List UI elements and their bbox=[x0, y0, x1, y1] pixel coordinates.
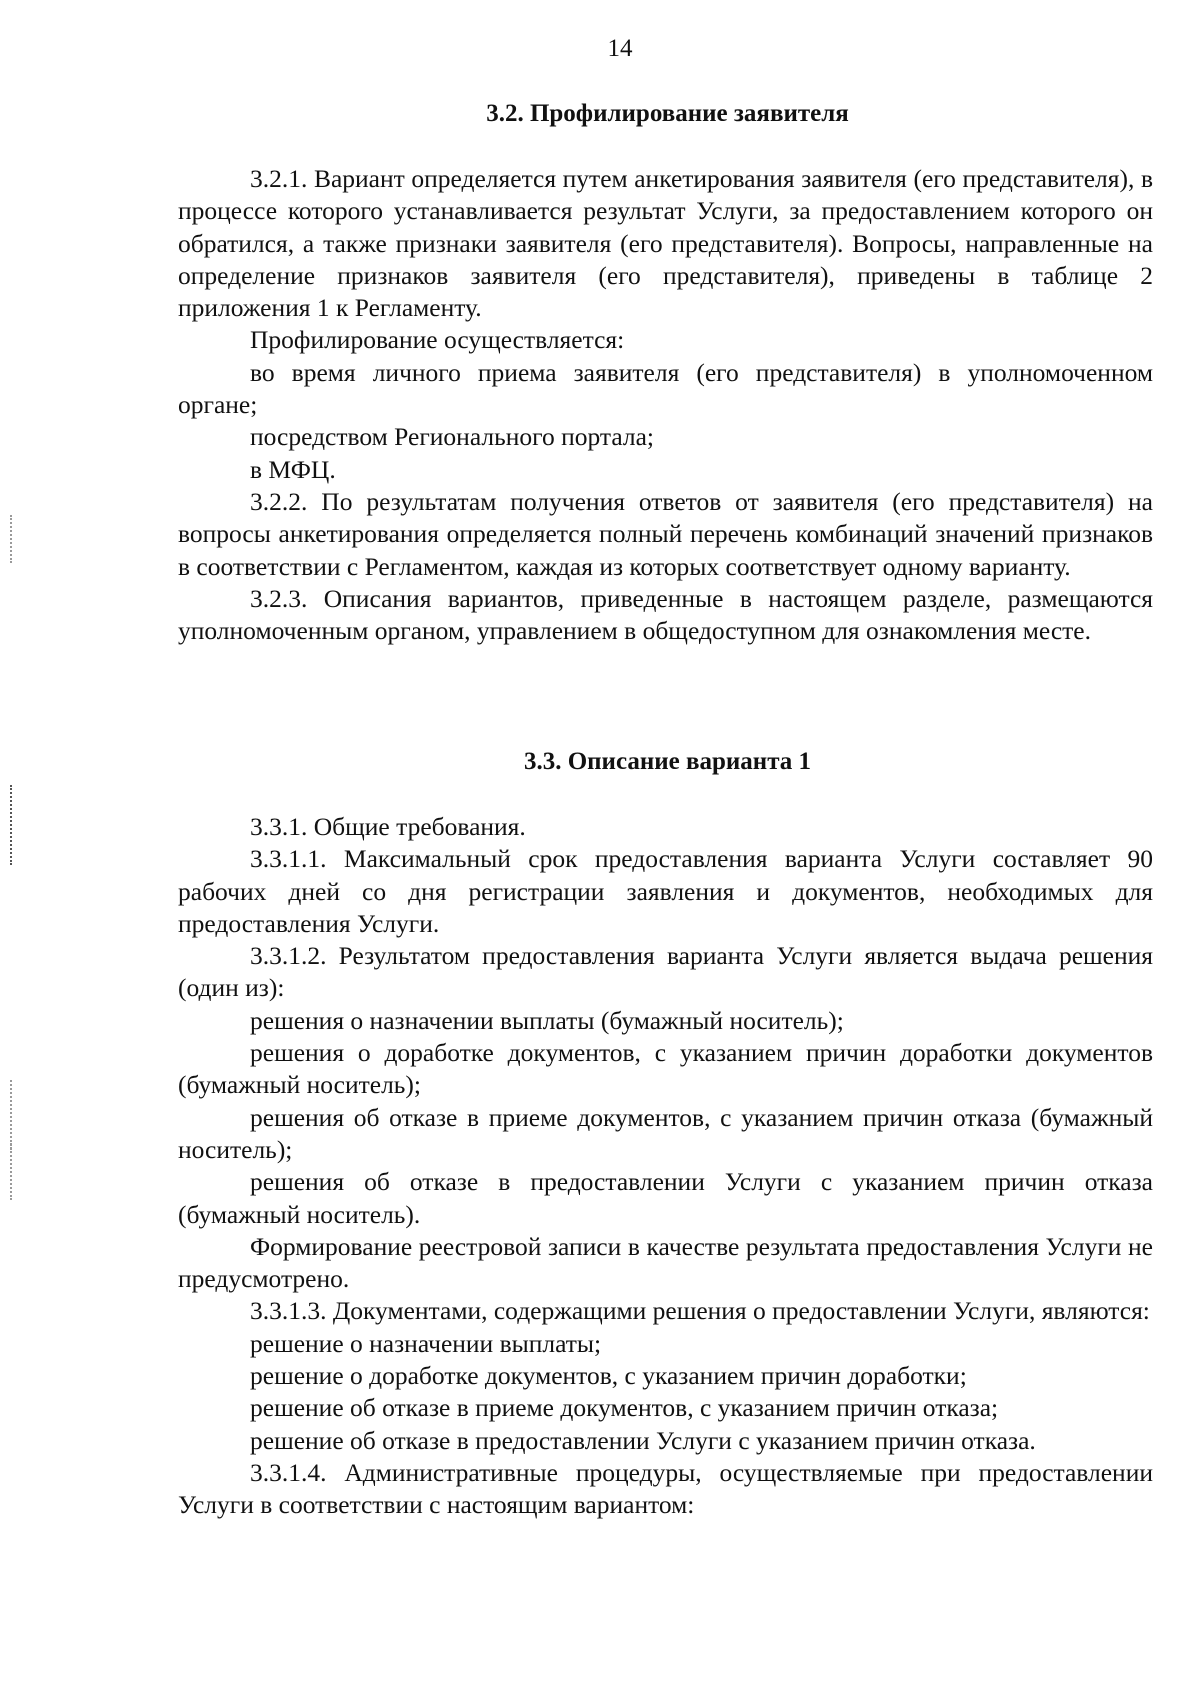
paragraph: 3.3.1.2. Результатом предоставления варианта Услуги является выдача решения (один из): bbox=[178, 941, 1153, 1003]
section-heading: 3.3. Описание варианта 1 bbox=[523, 748, 812, 775]
paragraph: 3.2.1. Вариант определяется путем анкетирования заявителя (его представителя), в процессе которого устанавливается результат Услуги, за предоставлением которого он обратился, а также признаки заявителя (его представителя). Вопросы, направленные на определение признаков заявителя (его представителя), приведены в таблице 2 приложения 1 к Регламенту. bbox=[178, 164, 1153, 323]
list-item: решение о назначении выплаты; bbox=[250, 1328, 602, 1358]
paragraph: Профилирование осуществляется: bbox=[250, 325, 625, 355]
list-item: посредством Регионального портала; bbox=[250, 422, 655, 452]
scan-margin-mark bbox=[10, 1140, 14, 1200]
scan-margin-mark bbox=[10, 785, 14, 865]
paragraph: 3.3.1.3. Документами, содержащими решения о предоставлении Услуги, являются: bbox=[250, 1296, 1150, 1326]
list-item: в МФЦ. bbox=[250, 454, 336, 484]
paragraph: 3.2.2. По результатам получения ответов от заявителя (его представителя) на вопросы анкетирования определяется полный перечень комбинаций значений признаков в соответствии с Регламентом, каждая из которых соответствует одному варианту. bbox=[178, 486, 1153, 581]
paragraph: 3.3.1. Общие требования. bbox=[250, 812, 526, 841]
list-item: во время личного приема заявителя (его представителя) в уполномоченном органе; bbox=[178, 357, 1153, 420]
section-variant-1 bbox=[178, 746, 1153, 1522]
section-profiling bbox=[178, 98, 1153, 647]
list-item: решение о доработке документов, с указанием причин доработки; bbox=[250, 1361, 967, 1391]
list-item: решения об отказе в предоставлении Услуги с указанием причин отказа (бумажный носитель). bbox=[178, 1167, 1153, 1229]
paragraph: 3.3.1.1. Максимальный срок предоставления варианта Услуги составляет 90 рабочих дней со дня регистрации заявления и документов, необходимых для предоставления Услуги. bbox=[178, 844, 1153, 938]
paragraph: 3.3.1.4. Административные процедуры, осуществляемые при предоставлении Услуги в соответствии с настоящим вариантом: bbox=[178, 1457, 1153, 1520]
paragraph: 3.2.3. Описания вариантов, приведенные в настоящем разделе, размещаются уполномоченным органом, управлением в общедоступном для ознакомления месте. bbox=[178, 583, 1153, 646]
page-number: 14 bbox=[607, 35, 633, 62]
list-item: решения об отказе в приеме документов, с указанием причин отказа (бумажный носитель); bbox=[178, 1102, 1153, 1164]
list-item: решения о назначении выплаты (бумажный носитель); bbox=[250, 1005, 844, 1035]
paragraph: Формирование реестровой записи в качестве результата предоставления Услуги не предусмотрено. bbox=[178, 1231, 1153, 1294]
section-heading: 3.2. Профилирование заявителя bbox=[486, 100, 849, 127]
list-item: решение об отказе в предоставлении Услуги с указанием причин отказа. bbox=[250, 1425, 1036, 1455]
list-item: решение об отказе в приеме документов, с указанием причин отказа; bbox=[250, 1393, 999, 1423]
list-item: решения о доработке документов, с указанием причин доработки документов (бумажный носитель); bbox=[178, 1038, 1153, 1100]
scan-margin-mark bbox=[10, 515, 14, 563]
